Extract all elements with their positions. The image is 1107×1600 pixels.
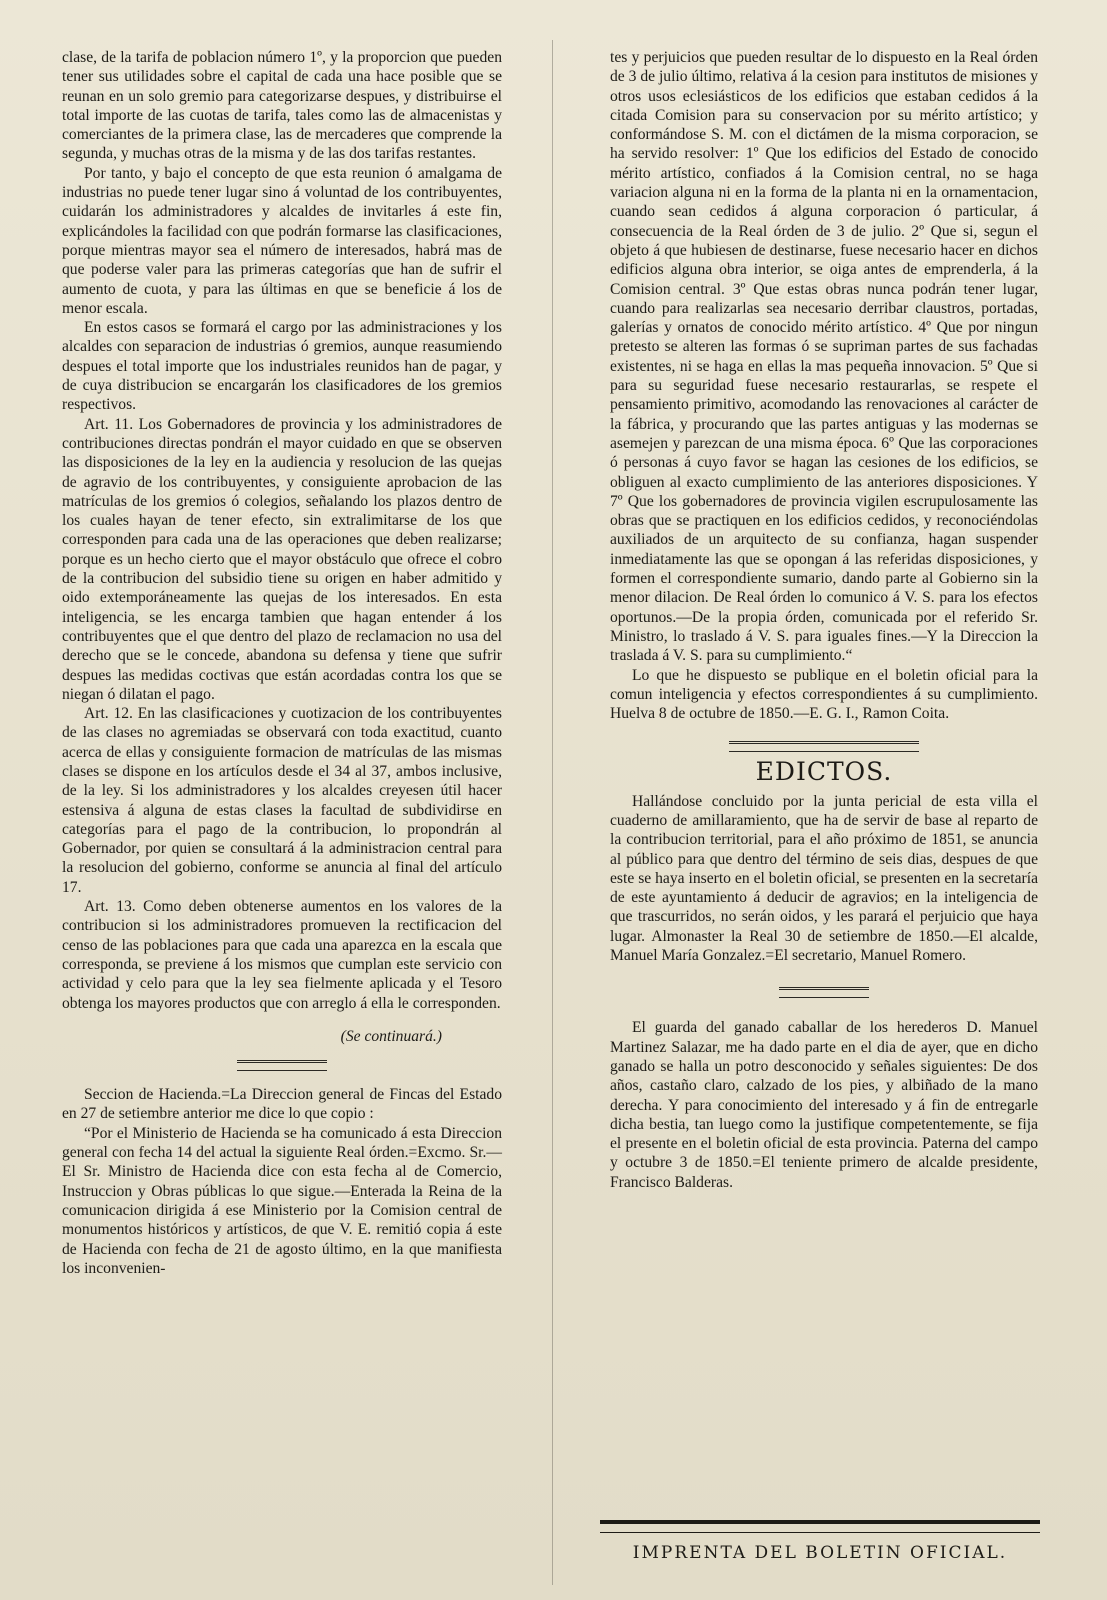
paragraph-tarifa: clase, de la tarifa de poblacion número 1º, y la proporcion que pueden tener sus utilidades sobre el capital de cada una hace posible que se reunan en un solo gremio para categorizarse despues, y distribuirse el total importe de las cuotas de tarifa, tales como las de almacenistas y comerciantes de la primera clase, las de mercaderes que comprende la segunda, y muchas otras de la misma y de las dos tarifas restantes.: [62, 49, 502, 163]
printer-name: IMPRENTA DEL BOLETIN OFICIAL.: [632, 1543, 1008, 1563]
article-11: Art. 11. Los Gobernadores de provincia y los administradores de contribuciones directas pondrán el mayor cuidado en que se observen las disposiciones de la ley en la audiencia y resolucion de las quejas de agravio de los contribuyentes, y consiguiente aprobacion de las matrículas de los gremios ó colegios, señalando los plazos dentro de los cuales hayan de tener efecto, sin extralimitarse de los que corresponden para cada una de las operaciones que deben realizarse; porque es un hecho cierto que el mayor obstáculo que ofrece el cobro de la contribucion del subsidio tiene su origen en haber admitido y oido extemporáneamente las quejas de los interesados. En esta inteligencia, se les encarga tambien que hagan entender á los contribuyentes que el que dentro del plazo de reclamacion no usa del derecho que se le concede, abandona su defensa y tiene que sufrir despues las medidas coctivas que están acordadas contra los que se niegan ó dilatan el pago.: [62, 415, 502, 703]
real-orden-quote: “Por el Ministerio de Hacienda se ha comunicado á esta Direccion general con fecha 14 del actual la siguiente Real órden.=Excmo. Sr.—El Sr. Ministro de Hacienda dice con esta fecha al de Comercio, Instruccion y Obras públicas lo que sigue.—Enterada la Reina de la comunicacion dirigida á ese Ministerio por la Comision central de monumentos históricos y artísticos, de que V. E. remitió copia á este de Hacienda con fecha de 21 de agosto último, en la que manifiesta los inconvenien-: [62, 1124, 502, 1277]
publication-notice: Lo que he dispuesto se publique en el boletin oficial para la comun inteligencia y efectos correspondientes á su cumplimiento. Huelva 8 de octubre de 1850.—E. G. I., Ramon Coita.: [610, 666, 1038, 723]
section-heading-edictos: EDICTOS.: [755, 757, 893, 787]
seccion-hacienda: Seccion de Hacienda.=La Direccion general de Fincas del Estado en 27 de setiembre anterior me dice lo que copio :: [62, 1086, 502, 1123]
left-column: [62, 48, 502, 1278]
edicto-amillaramiento: Hallándose concluido por la junta pericial de esta villa el cuaderno de amillaramiento, que ha de servir de base al reparto de la contribucion territorial, para el año próximo de 1851, se anuncia al público para que dentro del término de seis dias, despues de que este se haya inserto en el boletin oficial, se presenten en la secretaría de este ayuntamiento á deducir de agravios; en la inteligencia de que trascurridos, no serán oidos, y les parará el perjuicio que haya lugar. Almonaster la Real 30 de setiembre de 1850.—El alcalde, Manuel María Gonzalez.=El secretario, Manuel Romero.: [610, 792, 1038, 965]
ornament-divider: [729, 741, 919, 752]
printer-footer: [600, 1520, 1040, 1563]
right-column: [610, 48, 1038, 1192]
real-orden-continuation: tes y perjuicios que pueden resultar de lo dispuesto en la Real órden de 3 de julio último, relativa á la cesion para institutos de misiones y otros usos eclesiásticos de los edificios que estaban cedidos á la citada Comision para su conservacion por su mérito artístico; y conformándose S. M. con el dictámen de la misma corporacion, se ha servido resolver: 1º Que los edificios del Estado de conocido mérito artístico, confiados á la Comision central, no se haga variacion alguna ni en la forma de la planta ni en la ornamentacion, cuando sean cedidos á alguna corporacion ó particular, á consecuencia de la Real órden de 3 de julio. 2º Que si, segun el objeto á que hubiesen de destinarse, fuese necesario hacer en dichos edificios alguna obra interior, se oiga antes de emprenderla, á la Comision central. 3º Que estas obras nunca podrán tener lugar, cuando para realizarlas sea necesario derribar claustros, portadas, galerías y ornatos de conocido mérito artístico. 4º Que por ningun pretesto se alteren las formas ó se supriman partes de sus fachadas existentes, ni se haga en ellas la mas pequeña innovacion. 5º Que si para su seguridad fuese necesario restaurarlas, se respete el pensamiento primitivo, acomodando las renovaciones al carácter de la fábrica, y procurando que las partes antiguas y las modernas se asemejen y parezcan de una misma época. 6º Que las corporaciones ó personas á cuyo favor se hagan las cesiones de los edificios, se obliguen al exacto cumplimiento de las anteriores disposiciones. Y 7º Que los gobernadores de provincia vigilen escrupulosamente las obras que se practiquen en los edificios cedidos, y reconociéndolas auxiliados de un arquitecto de su confianza, hagan suspender inmediatamente las que se opongan á las referidas disposiciones, y formen el correspondiente sumario, dando parte al Gobierno sin la menor dilacion. De Real órden lo comunico á V. S. para los efectos oportunos.—De la propia órden, comunicada por el referido Sr. Ministro, lo traslado á V. S. para iguales fines.—Y la Direccion la traslada á V. S. para su cumplimiento.“: [610, 49, 1038, 665]
paragraph-estos-casos: En estos casos se formará el cargo por las administraciones y los alcaldes con separacion de industrias ó gremios, aunque reasumiendo despues el total importe que los industriales reunidos han de pagar, y de cuya distribucion se encargarán los clasificadores de los gremios respectivos.: [62, 319, 502, 414]
column-divider: [552, 40, 553, 1585]
edicto-potro: El guarda del ganado caballar de los herederos D. Manuel Martinez Salazar, me ha dado parte en el dia de ayer, que en dicho ganado se halla un potro desconocido y señales siguientes: De dos años, castaño claro, calzado de los pies, y albiñado de la mano derecha. Y para conocimiento del interesado y á fin de entregarle dicha bestia, tan luego como la justifique competentemente, se fija el presente en el boletin oficial de esta provincia. Paterna del campo y octubre 3 de 1850.=El teniente primero de alcalde presidente, Francisco Balderas.: [610, 1019, 1038, 1191]
ornament-divider: [237, 1060, 327, 1071]
continuara-note: (Se continuará.): [340, 1027, 442, 1045]
ornament-divider: [779, 987, 869, 998]
article-12: Art. 12. En las clasificaciones y cuotizacion de los contribuyentes de las clases no agremiadas se observará con toda exactitud, cuanto acerca de ellas y consiguiente formacion de matrículas de las mismas clases se dispone en los artículos desde el 34 al 37, ambos inclusive, de la ley. Si los administradores y los alcaldes creyesen útil hacer estensiva á alguna de estas clases la facultad de subdividirse en categorías para el pago de la contribucion, lo propondrán al Gobernador, por quien se consultará á la administracion central para la resolucion del gobierno, conforme se anuncia al final del artículo 17.: [62, 705, 502, 896]
article-13: Art. 13. Como deben obtenerse aumentos en los valores de la contribucion si los administradores promueven la rectificacion del censo de las poblaciones para que cada una aparezca en la escala que corresponda, se previene á los mismos que cumplan este servicio con actividad y celo para que la ley sea fielmente aplicada y el Tesoro obtenga los mayores productos que con arreglo á ella le corresponden.: [62, 898, 502, 1012]
footer-rule: [600, 1520, 1040, 1533]
paragraph-por-tanto: Por tanto, y bajo el concepto de que esta reunion ó amalgama de industrias no puede tener lugar sino á voluntad de los contribuyentes, cuidarán los administradores y alcaldes de invitarles á este fin, explicándoles la facilidad con que podrán formarse las clasificaciones, porque mientras mayor sea el número de interesados, habrá mas de que poderse valer para las primeras categorías que han de sufrir el aumento de cuota, y para las últimas en que se beneficie á los de menor escala.: [62, 164, 502, 317]
